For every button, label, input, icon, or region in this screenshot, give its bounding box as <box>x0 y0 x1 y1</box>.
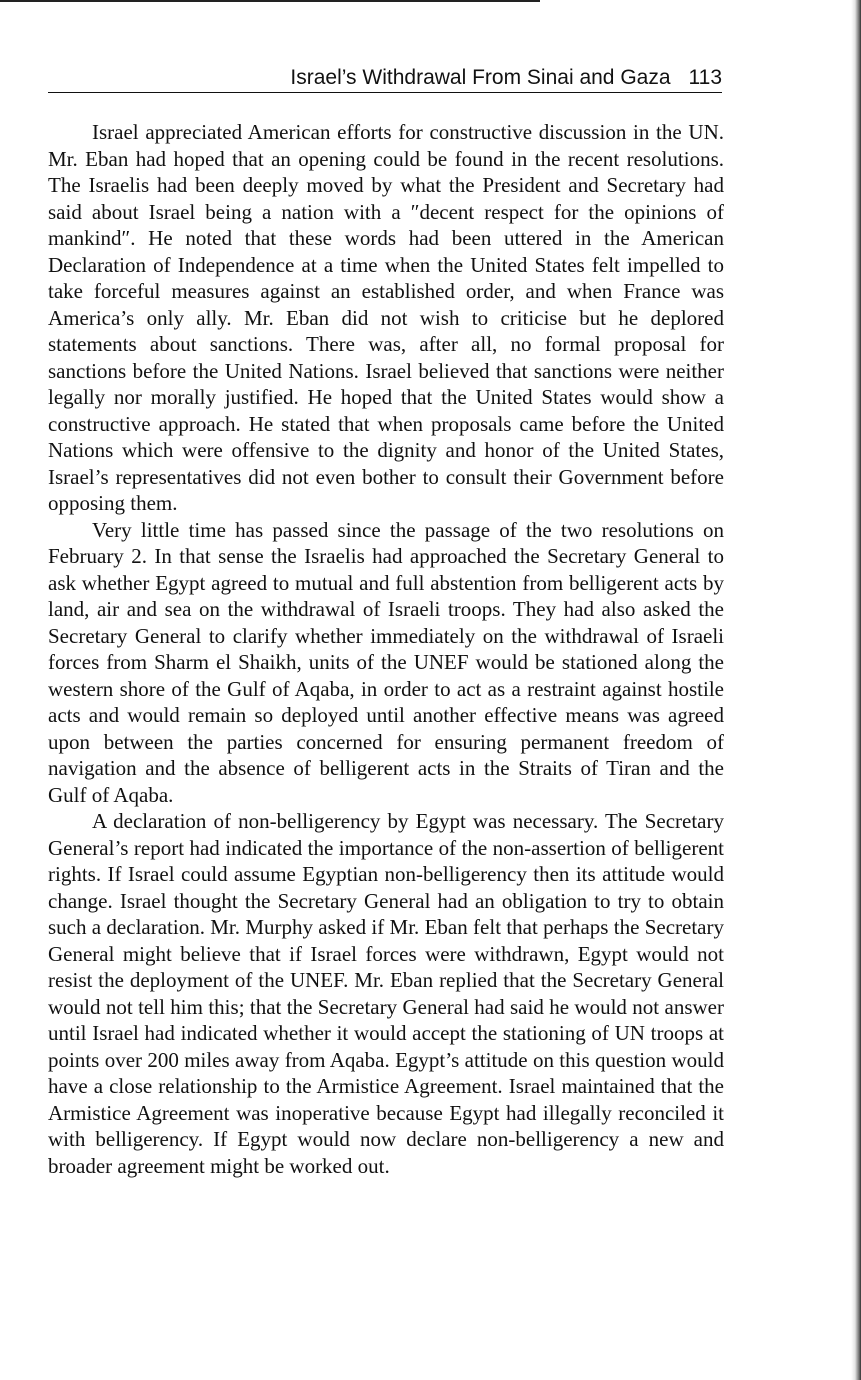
paragraph-2: Very little time has passed since the passage of the two resolutions on February 2. In that sense the Israelis had approached the Secretary General to ask whether Egypt agreed to mutual and full abstention from belligerent acts by land, air and sea on the withdrawal of Israeli troops. They had also asked the Secretary General to clarify whether immediately on the withdrawal of Israeli forces from Sharm el Shaikh, units of the UNEF would be stationed along the western shore of the Gulf of Aqaba, in order to act as a restraint against hostile acts and would remain so deployed until another effective means was agreed upon between the parties concerned for ensuring permanent freedom of navigation and the absence of belligerent acts in the Straits of Tiran and the Gulf of Aqaba. <box>48 517 724 807</box>
body-text <box>48 119 724 1179</box>
running-header <box>48 64 722 93</box>
top-edge-rule <box>0 0 540 2</box>
page-number: 113 <box>688 66 722 89</box>
paragraph-3: A declaration of non-belligerency by Egypt was necessary. The Secretary General’s report had indicated the importance of the non-assertion of belligerent rights. If Israel could assume Egyptian non-belligerency then its attitude would change. Israel thought the Secretary General had an obligation to try to obtain such a declaration. Mr. Murphy asked if Mr. Eban felt that perhaps the Secretary General might believe that if Israel forces were withdrawn, Egypt would not resist the deployment of the UNEF. Mr. Eban replied that the Secretary General would not tell him this; that the Secretary General had said he would not answer until Israel had indicated whether it would accept the stationing of UN troops at points over 200 miles away from Aqaba. Egypt’s attitude on this question would have a close relationship to the Armistice Agreement. Israel maintained that the Armistice Agreement was inoperative because Egypt had illegally reconciled it with belligerency. If Egypt would now declare non-belligerency a new and broader agreement might be worked out. <box>48 809 724 1178</box>
page-edge-shadow <box>851 0 861 1380</box>
paragraph-1: Israel appreciated American efforts for constructive discussion in the UN. Mr. Eban had hoped that an opening could be found in the recent resolutions. The Israelis had been deeply moved by what the President and Secretary had said about Israel being a nation with a ″decent respect for the opinions of mankind″. He noted that these words had been uttered in the American Declaration of Independence at a time when the United States felt impelled to take forceful measures against an established order, and when France was America’s only ally. Mr. Eban did not wish to criticise but he deplored statements about sanctions. There was, after all, no formal proposal for sanctions before the United Nations. Israel believed that sanctions were neither legally nor morally justified. He hoped that the United States would show a constructive approach. He stated that when proposals came before the United Nations which were offensive to the dignity and honor of the United States, Israel’s representatives did not even bother to consult their Government before opposing them. <box>48 120 724 515</box>
running-header-title: Israel’s Withdrawal From Sinai and Gaza <box>290 66 671 89</box>
